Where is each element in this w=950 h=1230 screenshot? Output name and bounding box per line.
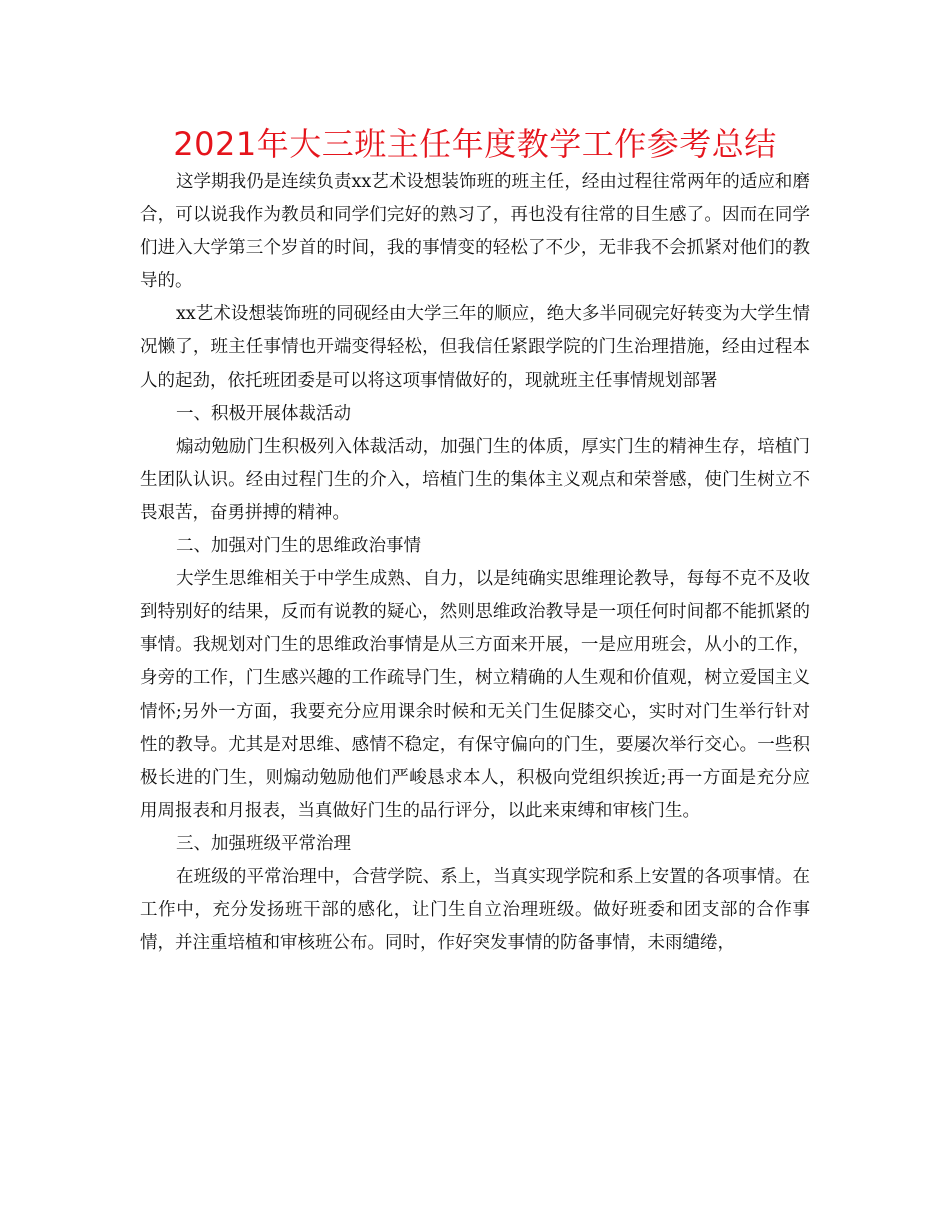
paragraph-intro: 这学期我仍是连续负责xx艺术设想装饰班的班主任，经由过程往常两年的适应和磨合，可以说我作为教员和同学们完好的熟习了，再也没有往常的目生感了。因而在同学们进入大学第三个岁首的时间，我的事情变的轻松了不少，无非我不会抓紧对他们的教导的。 xyxy=(140,172,810,292)
section-heading-1: 一、积极开展体裁活动 xyxy=(176,403,351,424)
paragraph-management: 在班级的平常治理中，合营学院、系上，当真实现学院和系上安置的各项事情。在工作中，充分发扬班干部的感化，让门生自立治理班级。做好班委和团支部的合作事情，并注重培植和审核班公布。同时，作好突发事情的防备事情，未雨缱绻， xyxy=(140,866,810,954)
paragraph-activities: 煽动勉励门生积极列入体裁活动，加强门生的体质，厚实门生的精神生存，培植门生团队认识。经由过程门生的介入，培植门生的集体主义观点和荣誉感，使门生树立不畏艰苦，奋勇拼搏的精神。 xyxy=(140,436,810,523)
section-heading-2: 二、加强对门生的思维政治事情 xyxy=(176,536,421,557)
document-body xyxy=(140,166,810,960)
paragraph-ideology: 大学生思维相关于中学生成熟、自力，以是纯确实思维理论教导，每每不克不及收到特别好的结果，反而有说教的疑心，然则思维政治教导是一项任何时间都不能抓紧的事情。我规划对门生的思维政治事情是从三方面来开展，一是应用班会，从小的工作，身旁的工作，门生感兴趣的工作疏导门生，树立精确的人生观和价值观，树立爱国主义情怀;另外一方面，我要充分应用课余时候和无关门生促膝交心，实时对门生举行针对性的教导。尤其是对思维、感情不稳定，有保守偏向的门生，要屡次举行交心。一些积极长进的门生，则煽动勉励他们严峻恳求本人，积极向党组织挨近;再一方面是充分应用周报表和月报表，当真做好门生的品行评分，以此来束缚和审核门生。 xyxy=(140,569,810,821)
paragraph-class-plan: xx艺术设想装饰班的同砚经由大学三年的顺应，绝大多半同砚完好转变为大学生情况懒了，班主任事情也开端变得轻松，但我信任紧跟学院的门生治理措施，经由过程本人的起劲，依托班团委是可以将这项事情做好的，现就班主任事情规划部署 xyxy=(140,304,810,391)
document-title: 2021年大三班主任年度教学工作参考总结 xyxy=(173,125,777,163)
section-heading-3: 三、加强班级平常治理 xyxy=(176,833,351,854)
